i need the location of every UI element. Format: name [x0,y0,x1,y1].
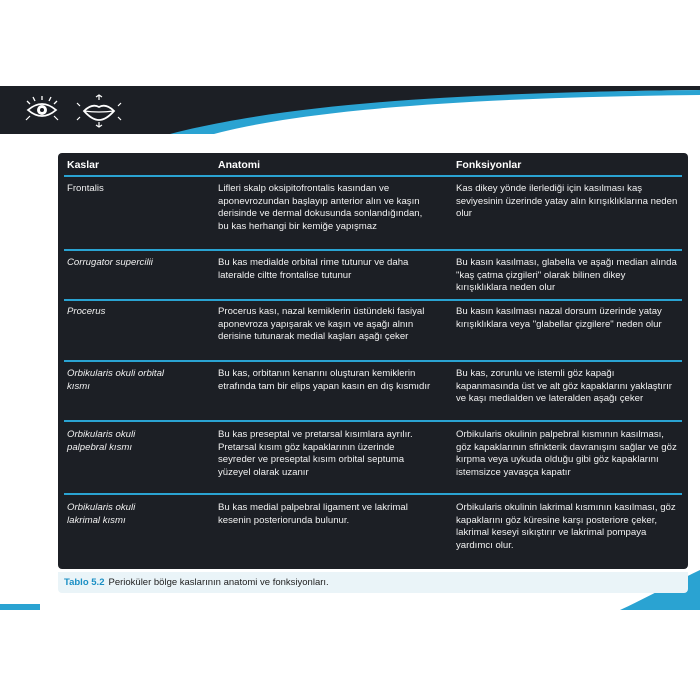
header-separator [64,175,682,177]
muscle-table [58,153,688,569]
row-separator [64,420,682,422]
row-separator [64,493,682,495]
function-cell: Orbikularis okulinin palpebral kısmının kasılması, göz kapaklarının sfinkterik davranışını sağlar ve göz kırpma veya uykuda olduğu gibi göz kapaklarını istemsizce yavaşça kapatır [456,429,677,478]
function-cell: Bu kasın kasılması nazal dorsum üzerinde yatay kırışıklıklara veya "glabellar çizgilere" neden olur [456,306,662,330]
caption-text: Perioküler bölge kaslarının anatomi ve fonksiyonları. [108,577,329,588]
table-caption [58,572,688,593]
table-header [58,153,688,175]
lips-icon [76,94,122,128]
anatomy-cell: Bu kas medialde orbital rime tutunur ve daha lateralde ciltte frontalise tutunur [218,257,409,281]
eye-icon [22,94,62,128]
header-muscles: Kaslar [67,159,100,171]
function-cell: Bu kas, zorunlu ve istemli göz kapağı kapanmasında üst ve alt göz kapaklarını yaklaştırır ve kaşı medialden ve lateralden aşağı çeker [456,368,672,404]
muscle-cell: Corrugator supercilii [67,257,153,268]
row-separator [64,249,682,251]
left-accent-bar [0,604,40,610]
muscle-cell: Orbikularis okuli orbital kısmı [67,368,165,392]
anatomy-cell: Bu kas medial palpebral ligament ve lakrimal kesenin posteriorunda bulunur. [218,502,408,526]
anatomy-cell: Bu kas, orbitanın kenarını oluşturan kemiklerin etrafında tam bir elips yapan kasın en dış kısmıdır [218,368,431,392]
header-functions: Fonksiyonlar [456,159,522,171]
header-anatomy: Anatomi [218,159,260,171]
muscle-cell: Procerus [67,306,106,317]
row-separator [64,299,682,301]
anatomy-cell: Lifleri skalp oksipitofrontalis kasından ve aponevrozundan başlayıp anterior alın ve kaşın derisinde ve dermal dokusunda sonlandığından, bu kas herhangi bir kemiğe yapışmaz [218,183,423,232]
function-cell: Bu kasın kasılması, glabella ve aşağı median alında "kaş çatma çizgileri" olarak bilinen dikey kırışıklıklara neden olur [456,257,677,293]
function-cell: Orbikularis okulinin lakrimal kısmının kasılması, göz kapaklarını göz küresine karşı posteriore çeker, lakrimal keseyi sıkıştırır ve lakrimal pompaya yardımcı olur. [456,502,676,551]
muscle-cell: Orbikularis okuli palpebral kısmı [67,429,136,453]
header-icons [22,94,122,128]
caption-label: Tablo 5.2 [64,577,105,588]
muscle-cell: Orbikularis okuli lakrimal kısmı [67,502,136,526]
anatomy-cell: Bu kas preseptal ve pretarsal kısımlara ayrılır. Pretarsal kısım göz kapaklarının üzerinde seyreder ve preseptal kısım orbital septuma yüzeyel olarak uzanır [218,429,413,478]
muscle-cell: Frontalis [67,183,104,194]
row-separator [64,360,682,362]
anatomy-cell: Procerus kası, nazal kemiklerin üstündeki fasiyal aponevroza yapışarak ve kaşın ve aşağı alnın derisine tutunarak medial kaşları aşağı çeker [218,306,425,342]
function-cell: Kas dikey yönde ilerlediği için kasılması kaş seviyesinin üzerinde yatay alın kırışıklıklarına neden olur [456,183,678,219]
